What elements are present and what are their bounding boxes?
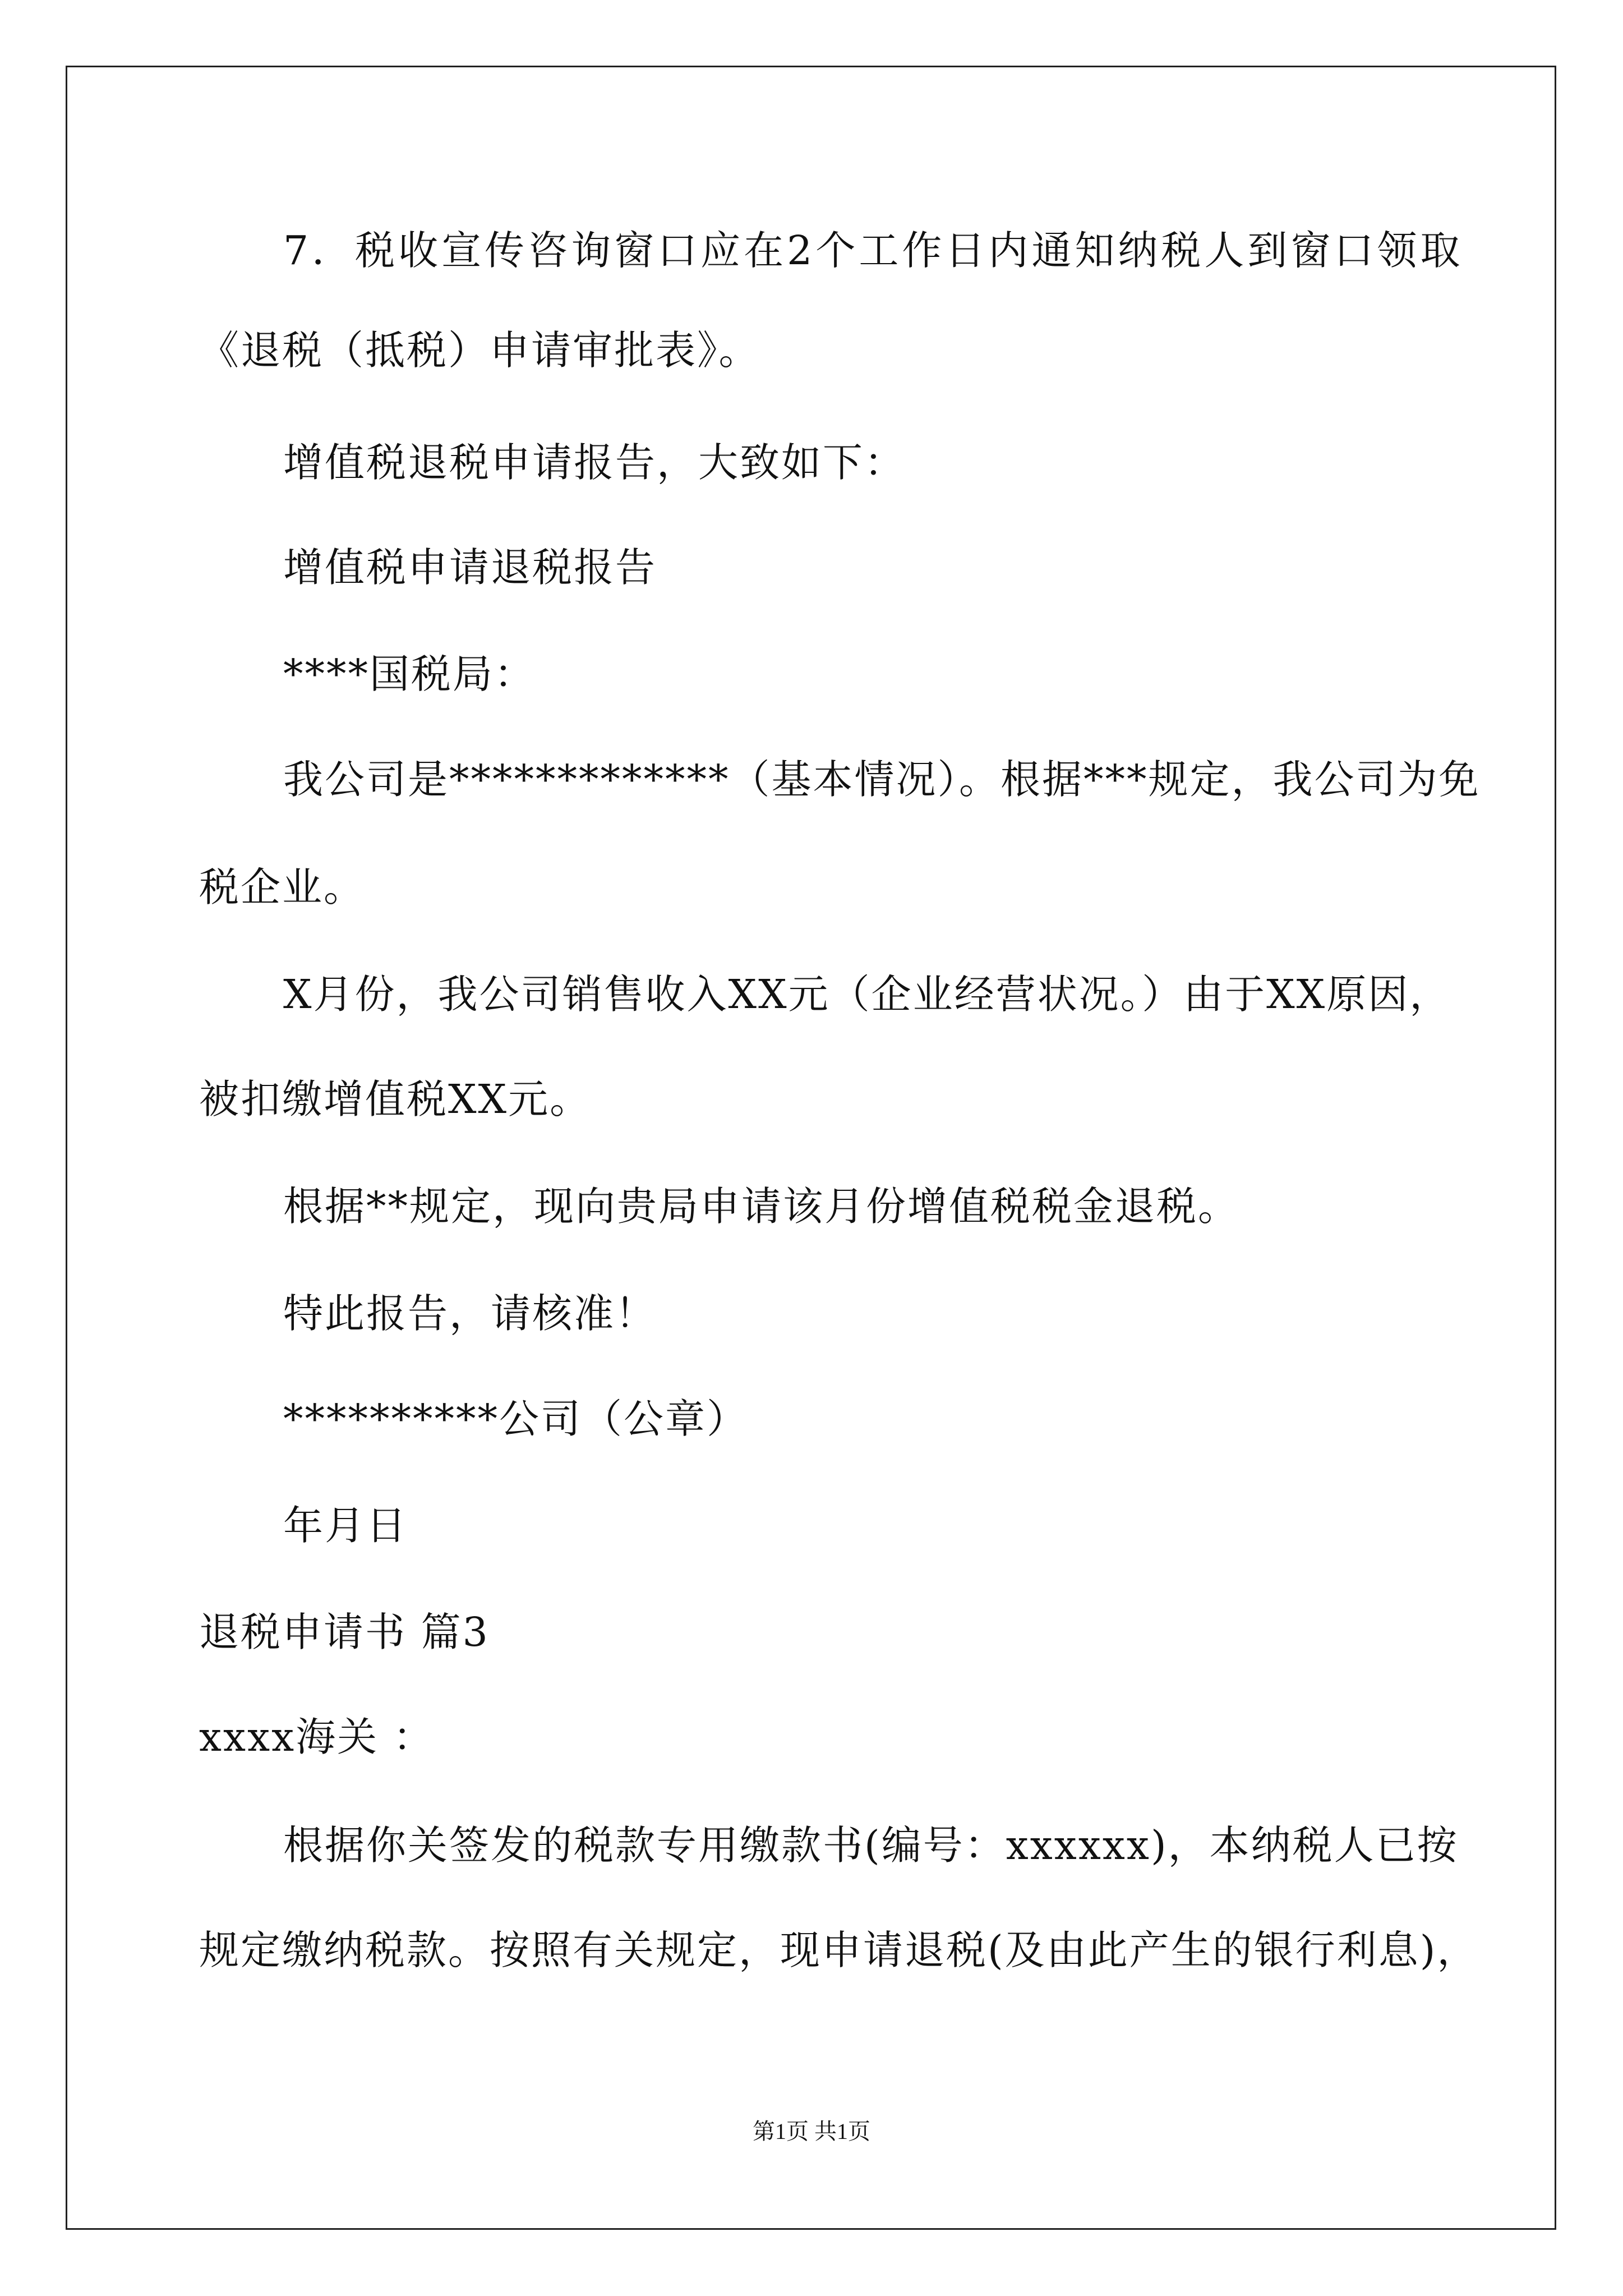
page-number-footer: 第1页 共1页 bbox=[753, 2119, 870, 2144]
paragraph-line: 规定缴纳税款。按照有关规定，现申请退税(及由此产生的银行利息)， bbox=[199, 1927, 1479, 1973]
section-title: 退税申请书 篇3 bbox=[199, 1609, 490, 1655]
page-frame bbox=[66, 66, 1556, 2230]
addressee: ****国税局： bbox=[283, 651, 536, 697]
paragraph-line: 《退税（抵税）申请审批表》。 bbox=[199, 327, 760, 374]
paragraph-line: 特此报告，请核准！ bbox=[283, 1290, 657, 1337]
addressee: xxxx海关 ： bbox=[199, 1714, 435, 1760]
signature-company: **********公司（公章） bbox=[283, 1396, 749, 1442]
paragraph-line: 根据你关签发的税款专用缴款书(编号：xxxxxx)，本纳税人已按 bbox=[283, 1822, 1459, 1869]
paragraph-line: 7．税收宣传咨询窗口应在2个工作日内通知纳税人到窗口领取 bbox=[283, 227, 1464, 274]
paragraph-line: 增值税退税申请报告，大致如下： bbox=[283, 439, 906, 486]
date-line: 年月日 bbox=[283, 1502, 408, 1549]
paragraph-line: 税企业。 bbox=[199, 864, 366, 910]
paragraph-line: 我公司是*************（基本情况）。根据***规定，我公司为免 bbox=[283, 756, 1481, 803]
paragraph-line: 根据**规定，现向贵局申请该月份增值税税金退税。 bbox=[283, 1183, 1240, 1230]
paragraph-heading: 增值税申请退税报告 bbox=[283, 544, 657, 591]
paragraph-line: X月份，我公司销售收入XX元（企业经营状况。）由于XX原因， bbox=[283, 971, 1451, 1018]
paragraph-line: 被扣缴增值税XX元。 bbox=[199, 1076, 592, 1122]
